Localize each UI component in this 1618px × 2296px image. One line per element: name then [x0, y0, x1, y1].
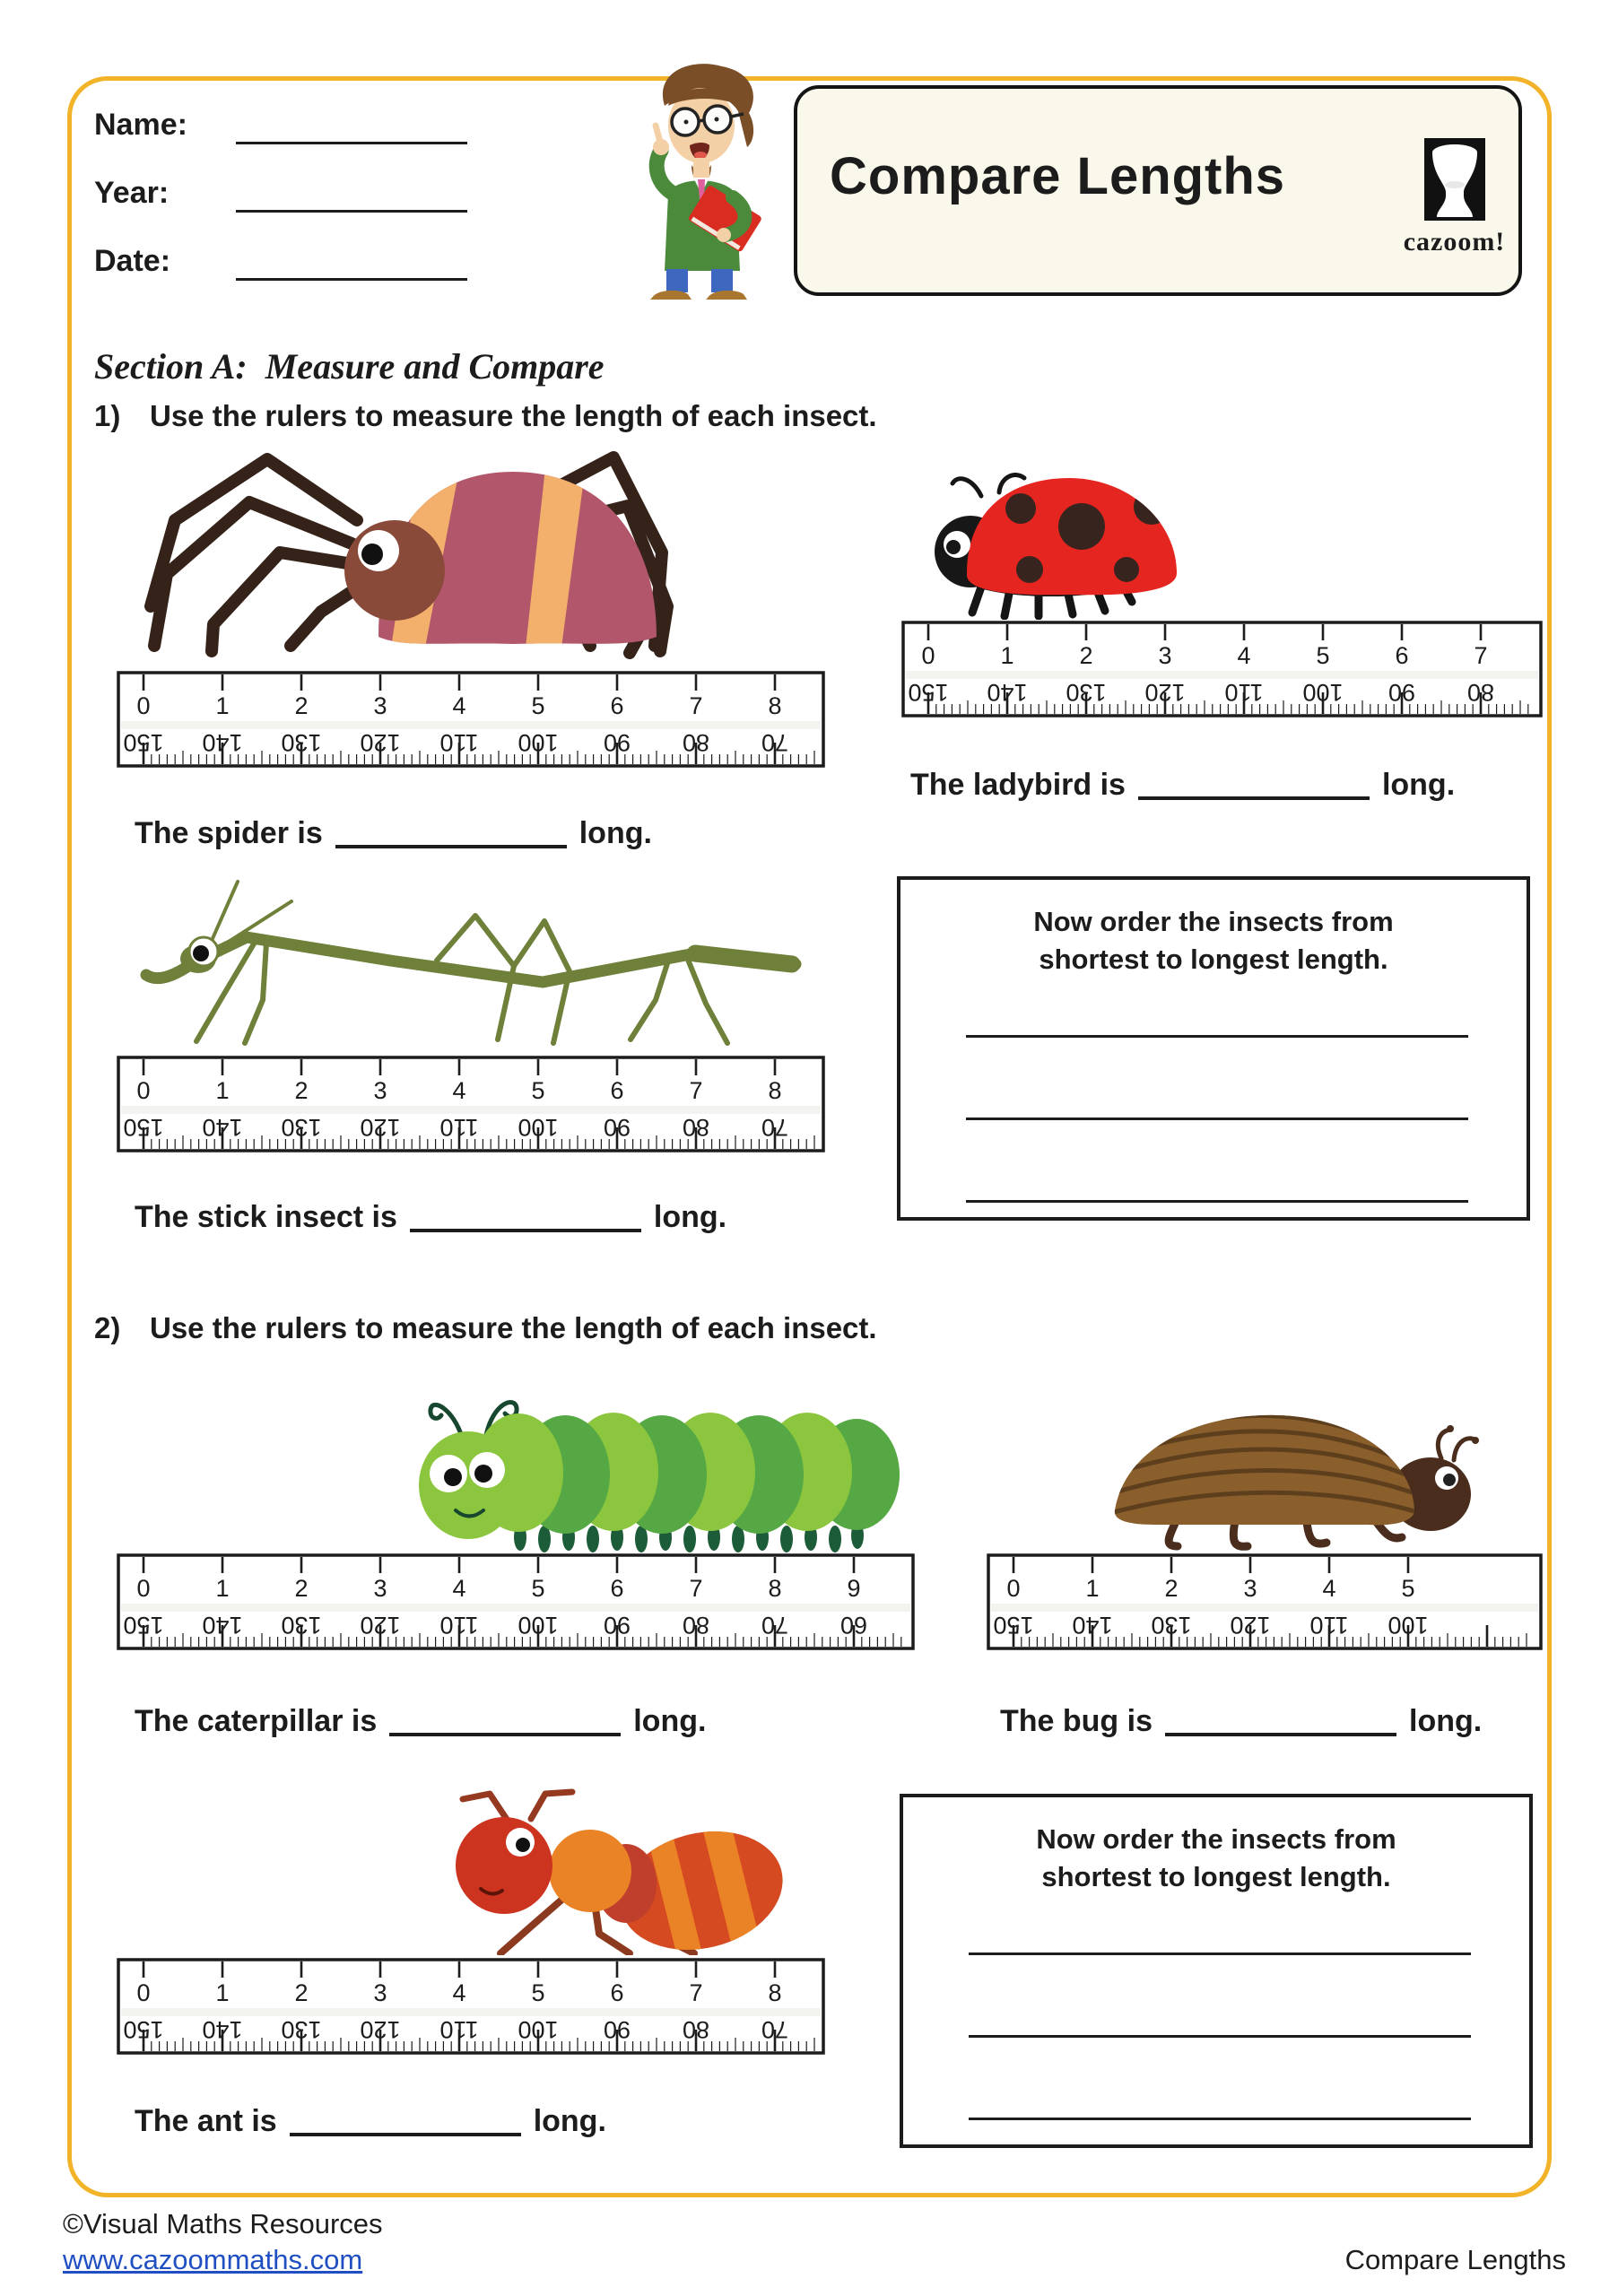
question-2 — [94, 1311, 1081, 1345]
title-box — [794, 85, 1522, 296]
svg-text:3: 3 — [373, 692, 387, 719]
svg-text:0: 0 — [136, 1077, 151, 1104]
svg-text:140: 140 — [202, 2016, 243, 2043]
svg-text:100: 100 — [518, 1114, 559, 1141]
svg-text:8: 8 — [768, 692, 782, 719]
caterpillar-image — [296, 1387, 906, 1557]
question-1-text: Use the rulers to measure the length of each insect. — [150, 399, 877, 432]
bug-answer-sentence — [1000, 1697, 1482, 1739]
date-field-line — [236, 278, 467, 281]
svg-text:5: 5 — [1401, 1575, 1415, 1602]
svg-text:3: 3 — [373, 1575, 387, 1602]
question-2-text: Use the rulers to measure the length of each insect. — [150, 1311, 877, 1344]
svg-text:5: 5 — [531, 692, 545, 719]
ant-image — [422, 1785, 798, 1960]
svg-text:1: 1 — [215, 1979, 230, 2006]
svg-text:110: 110 — [439, 1612, 479, 1639]
order-answer-line — [969, 1952, 1471, 1955]
svg-text:150: 150 — [123, 2016, 164, 2043]
svg-text:7: 7 — [689, 692, 703, 719]
order-box-2 — [900, 1794, 1533, 2148]
sentence-text: long. — [1409, 1704, 1483, 1738]
svg-text:3: 3 — [373, 1979, 387, 2006]
svg-text:100: 100 — [518, 2016, 559, 2043]
svg-text:4: 4 — [1237, 642, 1251, 669]
question-1-number: 1) — [94, 399, 121, 432]
svg-text:140: 140 — [202, 1114, 243, 1141]
svg-text:0: 0 — [136, 1575, 151, 1602]
date-label: Date: — [94, 244, 171, 278]
svg-text:5: 5 — [531, 1077, 545, 1104]
question-2-number: 2) — [94, 1311, 121, 1344]
cazoom-logo — [1389, 138, 1519, 257]
svg-text:120: 120 — [1230, 1612, 1271, 1639]
svg-text:110: 110 — [439, 2016, 479, 2043]
name-field-line — [236, 142, 467, 144]
sentence-text: long. — [653, 1200, 727, 1234]
bug-ruler — [987, 1553, 1543, 1650]
logo-text: cazoom! — [1403, 227, 1506, 257]
svg-text:150: 150 — [993, 1612, 1034, 1639]
sentence-text: The stick insect is — [135, 1200, 397, 1234]
ladybird-image — [915, 469, 1184, 624]
svg-text:140: 140 — [1072, 1612, 1113, 1639]
svg-text:8: 8 — [768, 1575, 782, 1602]
svg-text:120: 120 — [360, 729, 401, 756]
svg-text:4: 4 — [452, 1575, 466, 1602]
svg-text:9: 9 — [847, 1575, 861, 1602]
svg-text:130: 130 — [1066, 679, 1107, 706]
svg-text:130: 130 — [281, 729, 322, 756]
website-link[interactable]: www.cazoommaths.com — [63, 2244, 363, 2275]
copyright-text: ©Visual Maths Resources — [63, 2208, 383, 2239]
svg-text:120: 120 — [1144, 679, 1186, 706]
spider-answer-sentence — [135, 809, 652, 851]
sentence-text: The bug is — [1000, 1704, 1153, 1738]
section-a-heading: Section A: Measure and Compare — [94, 346, 605, 387]
sentence-text: long. — [633, 1704, 707, 1738]
sentence-text: The caterpillar is — [135, 1704, 378, 1738]
svg-text:7: 7 — [689, 1575, 703, 1602]
bug-image — [1099, 1406, 1484, 1556]
svg-text:90: 90 — [603, 1114, 631, 1141]
sentence-text: The ladybird is — [910, 768, 1126, 802]
stick-insect-answer-sentence — [135, 1193, 726, 1235]
svg-text:100: 100 — [518, 1612, 559, 1639]
svg-text:90: 90 — [603, 2016, 631, 2043]
svg-text:6: 6 — [610, 692, 624, 719]
svg-text:4: 4 — [452, 1979, 466, 2006]
svg-text:150: 150 — [123, 1612, 164, 1639]
ant-answer-sentence — [135, 2097, 606, 2139]
order-box-title: Now order the insects from shortest to longest length. — [1036, 1823, 1396, 1892]
svg-text:100: 100 — [1387, 1612, 1429, 1639]
svg-text:70: 70 — [761, 729, 789, 756]
ladybird-answer-sentence — [910, 761, 1455, 803]
ant-ruler — [117, 1958, 825, 2055]
svg-text:90: 90 — [603, 1612, 631, 1639]
sentence-text: long. — [1381, 768, 1456, 802]
svg-text:7: 7 — [1474, 642, 1488, 669]
svg-text:0: 0 — [1006, 1575, 1021, 1602]
svg-text:150: 150 — [908, 679, 949, 706]
order-answer-line — [966, 1118, 1468, 1120]
svg-text:7: 7 — [689, 1979, 703, 2006]
svg-text:0: 0 — [921, 642, 935, 669]
caterpillar-answer-sentence — [135, 1697, 706, 1739]
svg-text:2: 2 — [1079, 642, 1093, 669]
svg-text:110: 110 — [439, 729, 479, 756]
svg-text:2: 2 — [1164, 1575, 1179, 1602]
ladybird-ruler — [901, 621, 1543, 718]
svg-text:60: 60 — [839, 1612, 868, 1639]
year-field-line — [236, 210, 467, 213]
spider-answer-blank — [335, 814, 567, 848]
order-answer-line — [966, 1035, 1468, 1038]
svg-text:8: 8 — [768, 1077, 782, 1104]
svg-text:6: 6 — [610, 1575, 624, 1602]
svg-text:6: 6 — [1395, 642, 1409, 669]
svg-text:5: 5 — [1316, 642, 1330, 669]
svg-text:4: 4 — [452, 692, 466, 719]
svg-text:70: 70 — [761, 2016, 789, 2043]
stick-insect-answer-blank — [410, 1198, 641, 1232]
svg-text:6: 6 — [610, 1077, 624, 1104]
page-title: Compare Lengths — [830, 147, 1286, 205]
spider-image — [126, 420, 682, 674]
bug-answer-blank — [1165, 1702, 1396, 1736]
svg-text:4: 4 — [1322, 1575, 1336, 1602]
svg-text:0: 0 — [136, 1979, 151, 2006]
svg-text:110: 110 — [1224, 679, 1264, 706]
year-label: Year: — [94, 176, 170, 210]
svg-text:150: 150 — [123, 1114, 164, 1141]
svg-text:100: 100 — [1302, 679, 1344, 706]
svg-text:5: 5 — [531, 1575, 545, 1602]
sentence-text: The spider is — [135, 816, 323, 850]
svg-text:6: 6 — [610, 1979, 624, 2006]
svg-text:80: 80 — [682, 2016, 710, 2043]
sentence-text: long. — [578, 816, 652, 850]
svg-text:2: 2 — [294, 1077, 309, 1104]
footer-doc-title: Compare Lengths — [1344, 2244, 1566, 2275]
svg-text:1: 1 — [215, 692, 230, 719]
sentence-text: long. — [533, 2104, 606, 2138]
svg-text:70: 70 — [761, 1114, 789, 1141]
svg-text:7: 7 — [689, 1077, 703, 1104]
ant-answer-blank — [290, 2102, 521, 2136]
svg-text:120: 120 — [360, 1114, 401, 1141]
ladybird-answer-blank — [1138, 766, 1370, 800]
order-box-title: Now order the insects from shortest to longest length. — [1033, 906, 1394, 975]
svg-text:1: 1 — [1085, 1575, 1100, 1602]
svg-text:80: 80 — [682, 729, 710, 756]
djembe-drum-icon — [1424, 138, 1485, 221]
stick-insect-ruler — [117, 1056, 825, 1152]
svg-text:1: 1 — [215, 1077, 230, 1104]
svg-text:3: 3 — [373, 1077, 387, 1104]
svg-text:8: 8 — [768, 1979, 782, 2006]
svg-text:70: 70 — [761, 1612, 789, 1639]
svg-text:130: 130 — [281, 1114, 322, 1141]
svg-text:1: 1 — [215, 1575, 230, 1602]
caterpillar-ruler — [117, 1553, 915, 1650]
svg-text:130: 130 — [281, 2016, 322, 2043]
sentence-text: The ant is — [135, 2104, 277, 2138]
svg-text:5: 5 — [531, 1979, 545, 2006]
svg-text:130: 130 — [281, 1612, 322, 1639]
svg-text:3: 3 — [1158, 642, 1172, 669]
svg-text:100: 100 — [518, 729, 559, 756]
order-box-1 — [897, 876, 1530, 1221]
name-label: Name: — [94, 108, 187, 142]
svg-text:2: 2 — [294, 1575, 309, 1602]
svg-text:110: 110 — [1309, 1612, 1349, 1639]
order-answer-line — [969, 2035, 1471, 2038]
svg-text:3: 3 — [1243, 1575, 1257, 1602]
svg-text:1: 1 — [1000, 642, 1014, 669]
svg-text:140: 140 — [202, 729, 243, 756]
svg-text:140: 140 — [202, 1612, 243, 1639]
svg-text:150: 150 — [123, 729, 164, 756]
svg-text:80: 80 — [682, 1114, 710, 1141]
svg-text:0: 0 — [136, 692, 151, 719]
teacher-cartoon-image — [614, 57, 789, 306]
spider-ruler — [117, 671, 825, 768]
svg-text:2: 2 — [294, 1979, 309, 2006]
svg-text:110: 110 — [439, 1114, 479, 1141]
svg-text:80: 80 — [682, 1612, 710, 1639]
order-answer-line — [969, 2118, 1471, 2120]
svg-text:130: 130 — [1151, 1612, 1192, 1639]
caterpillar-answer-blank — [389, 1702, 621, 1736]
svg-text:90: 90 — [1387, 679, 1416, 706]
svg-text:4: 4 — [452, 1077, 466, 1104]
svg-text:120: 120 — [360, 2016, 401, 2043]
svg-text:2: 2 — [294, 692, 309, 719]
order-answer-line — [966, 1200, 1468, 1203]
svg-text:90: 90 — [603, 729, 631, 756]
svg-text:120: 120 — [360, 1612, 401, 1639]
stick-insect-image — [121, 874, 821, 1054]
svg-text:140: 140 — [987, 679, 1028, 706]
svg-text:80: 80 — [1466, 679, 1495, 706]
